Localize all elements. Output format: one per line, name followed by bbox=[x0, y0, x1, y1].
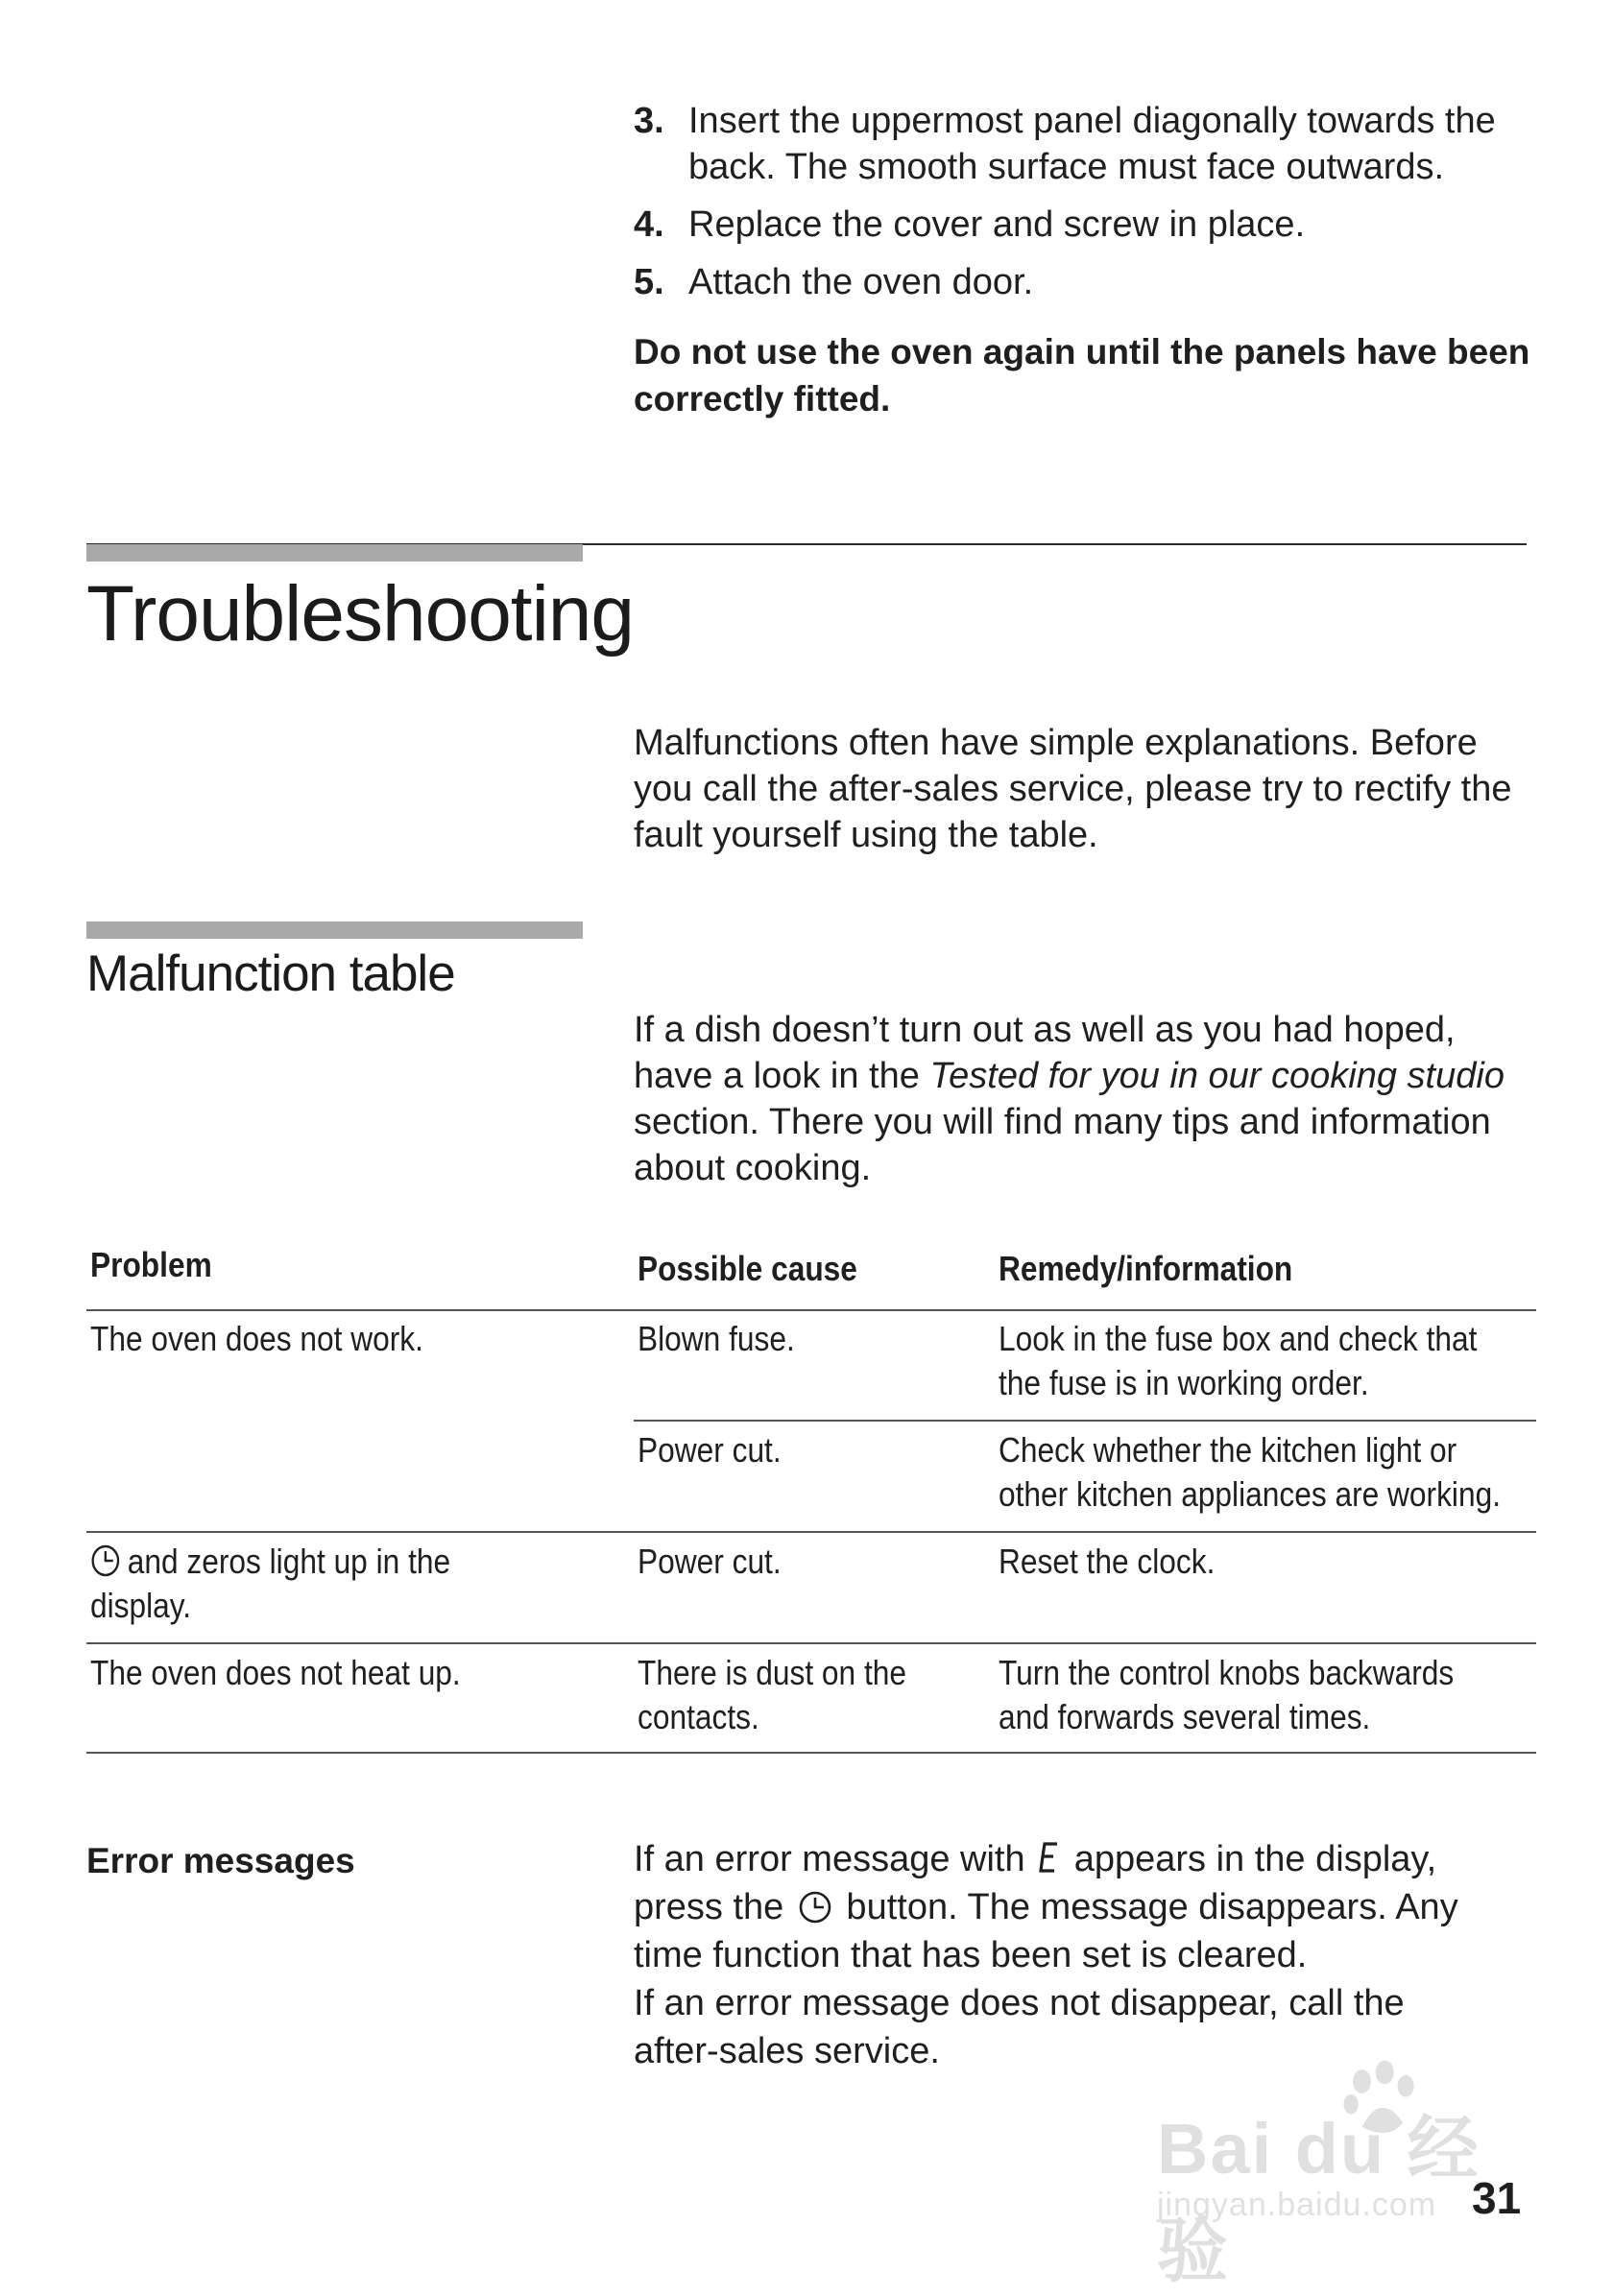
error-line bbox=[634, 1883, 1555, 1931]
error-messages-label: Error messages bbox=[86, 1841, 355, 1880]
page-number: 31 bbox=[1472, 2173, 1522, 2223]
step-text: Insert the uppermost panel diagonally towards the back. The smooth surface must face outwards. bbox=[688, 101, 1496, 187]
error-e-icon bbox=[1039, 1838, 1060, 1877]
remedy-cell: the fuse is in working order. bbox=[999, 1363, 1369, 1402]
watermark-brand: Bai du 经验 bbox=[1157, 2109, 1481, 2290]
table-title: Malfunction table bbox=[86, 945, 455, 1002]
step-text: Attach the oven door. bbox=[688, 262, 1034, 302]
error-text: If an error message with bbox=[634, 1839, 1036, 1879]
problem-cell: The oven does not work. bbox=[90, 1319, 423, 1358]
row-divider bbox=[634, 1420, 1536, 1422]
cause-cell: There is dust on the bbox=[638, 1653, 907, 1692]
table-intro-text: section. There you will find many tips and information about cooking. bbox=[634, 1102, 1491, 1188]
error-text: appears in the display, bbox=[1064, 1839, 1437, 1879]
remedy-cell: other kitchen appliances are working. bbox=[999, 1474, 1502, 1514]
error-line bbox=[634, 1835, 1555, 1883]
error-messages-text bbox=[634, 1835, 1555, 2075]
cause-cell: Blown fuse. bbox=[638, 1319, 795, 1358]
problem-cell: display. bbox=[90, 1586, 192, 1625]
header-divider bbox=[86, 1309, 1536, 1311]
error-text: press the bbox=[634, 1887, 794, 1927]
step-list bbox=[634, 98, 1536, 317]
header-problem: Problem bbox=[90, 1245, 212, 1284]
cooking-studio-reference: Tested for you in our cooking studio bbox=[929, 1056, 1505, 1096]
error-line: after-sales service. bbox=[634, 2031, 940, 2071]
cause-cell: contacts. bbox=[638, 1697, 759, 1736]
step-item bbox=[634, 202, 1536, 248]
table-intro bbox=[634, 1007, 1536, 1191]
section-accent-bar bbox=[86, 544, 583, 562]
problem-text: and zeros light up in the bbox=[127, 1542, 451, 1581]
troubleshooting-intro: Malfunctions often have simple explanations. Before you call the after-sales service, please try to rectify the fault yourself using the table. bbox=[634, 723, 1512, 855]
row-divider bbox=[86, 1531, 1536, 1533]
clock-icon bbox=[798, 1890, 832, 1925]
panel-warning: Do not use the oven again until the panels have been correctly fitted. bbox=[634, 332, 1530, 419]
remedy-cell: Check whether the kitchen light or bbox=[999, 1430, 1457, 1470]
remedy-cell: Turn the control knobs backwards bbox=[999, 1653, 1455, 1692]
clock-icon bbox=[90, 1543, 121, 1578]
step-item bbox=[634, 98, 1536, 190]
remedy-cell: Look in the fuse box and check that bbox=[999, 1319, 1478, 1358]
remedy-cell: and forwards several times. bbox=[999, 1697, 1371, 1736]
step-number: 5. bbox=[634, 262, 664, 302]
cause-cell: Power cut. bbox=[638, 1542, 782, 1581]
header-remedy: Remedy/information bbox=[999, 1249, 1293, 1288]
row-divider bbox=[86, 1642, 1536, 1644]
step-number: 3. bbox=[634, 101, 664, 141]
page-title: Troubleshooting bbox=[86, 570, 635, 658]
header-cause: Possible cause bbox=[638, 1249, 857, 1288]
error-text: button. The message disappears. Any bbox=[835, 1887, 1458, 1927]
watermark-url: jingyan.baidu.com bbox=[1157, 2187, 1437, 2223]
table-intro-text: If a dish doesn’t turn out as well as you had hoped, have a look in the bbox=[634, 1010, 1456, 1096]
error-line: If an error message does not disappear, call the bbox=[634, 1983, 1405, 2023]
step-number: 4. bbox=[634, 204, 664, 245]
error-line: time function that has been set is cleared. bbox=[634, 1935, 1308, 1975]
problem-cell: The oven does not heat up. bbox=[90, 1653, 461, 1692]
problem-cell bbox=[90, 1540, 450, 1584]
step-text: Replace the cover and screw in place. bbox=[688, 204, 1306, 245]
cause-cell: Power cut. bbox=[638, 1430, 782, 1470]
remedy-cell: Reset the clock. bbox=[999, 1542, 1216, 1581]
step-item bbox=[634, 259, 1536, 305]
table-bottom-divider bbox=[86, 1752, 1536, 1754]
subsection-accent-bar bbox=[86, 921, 583, 939]
